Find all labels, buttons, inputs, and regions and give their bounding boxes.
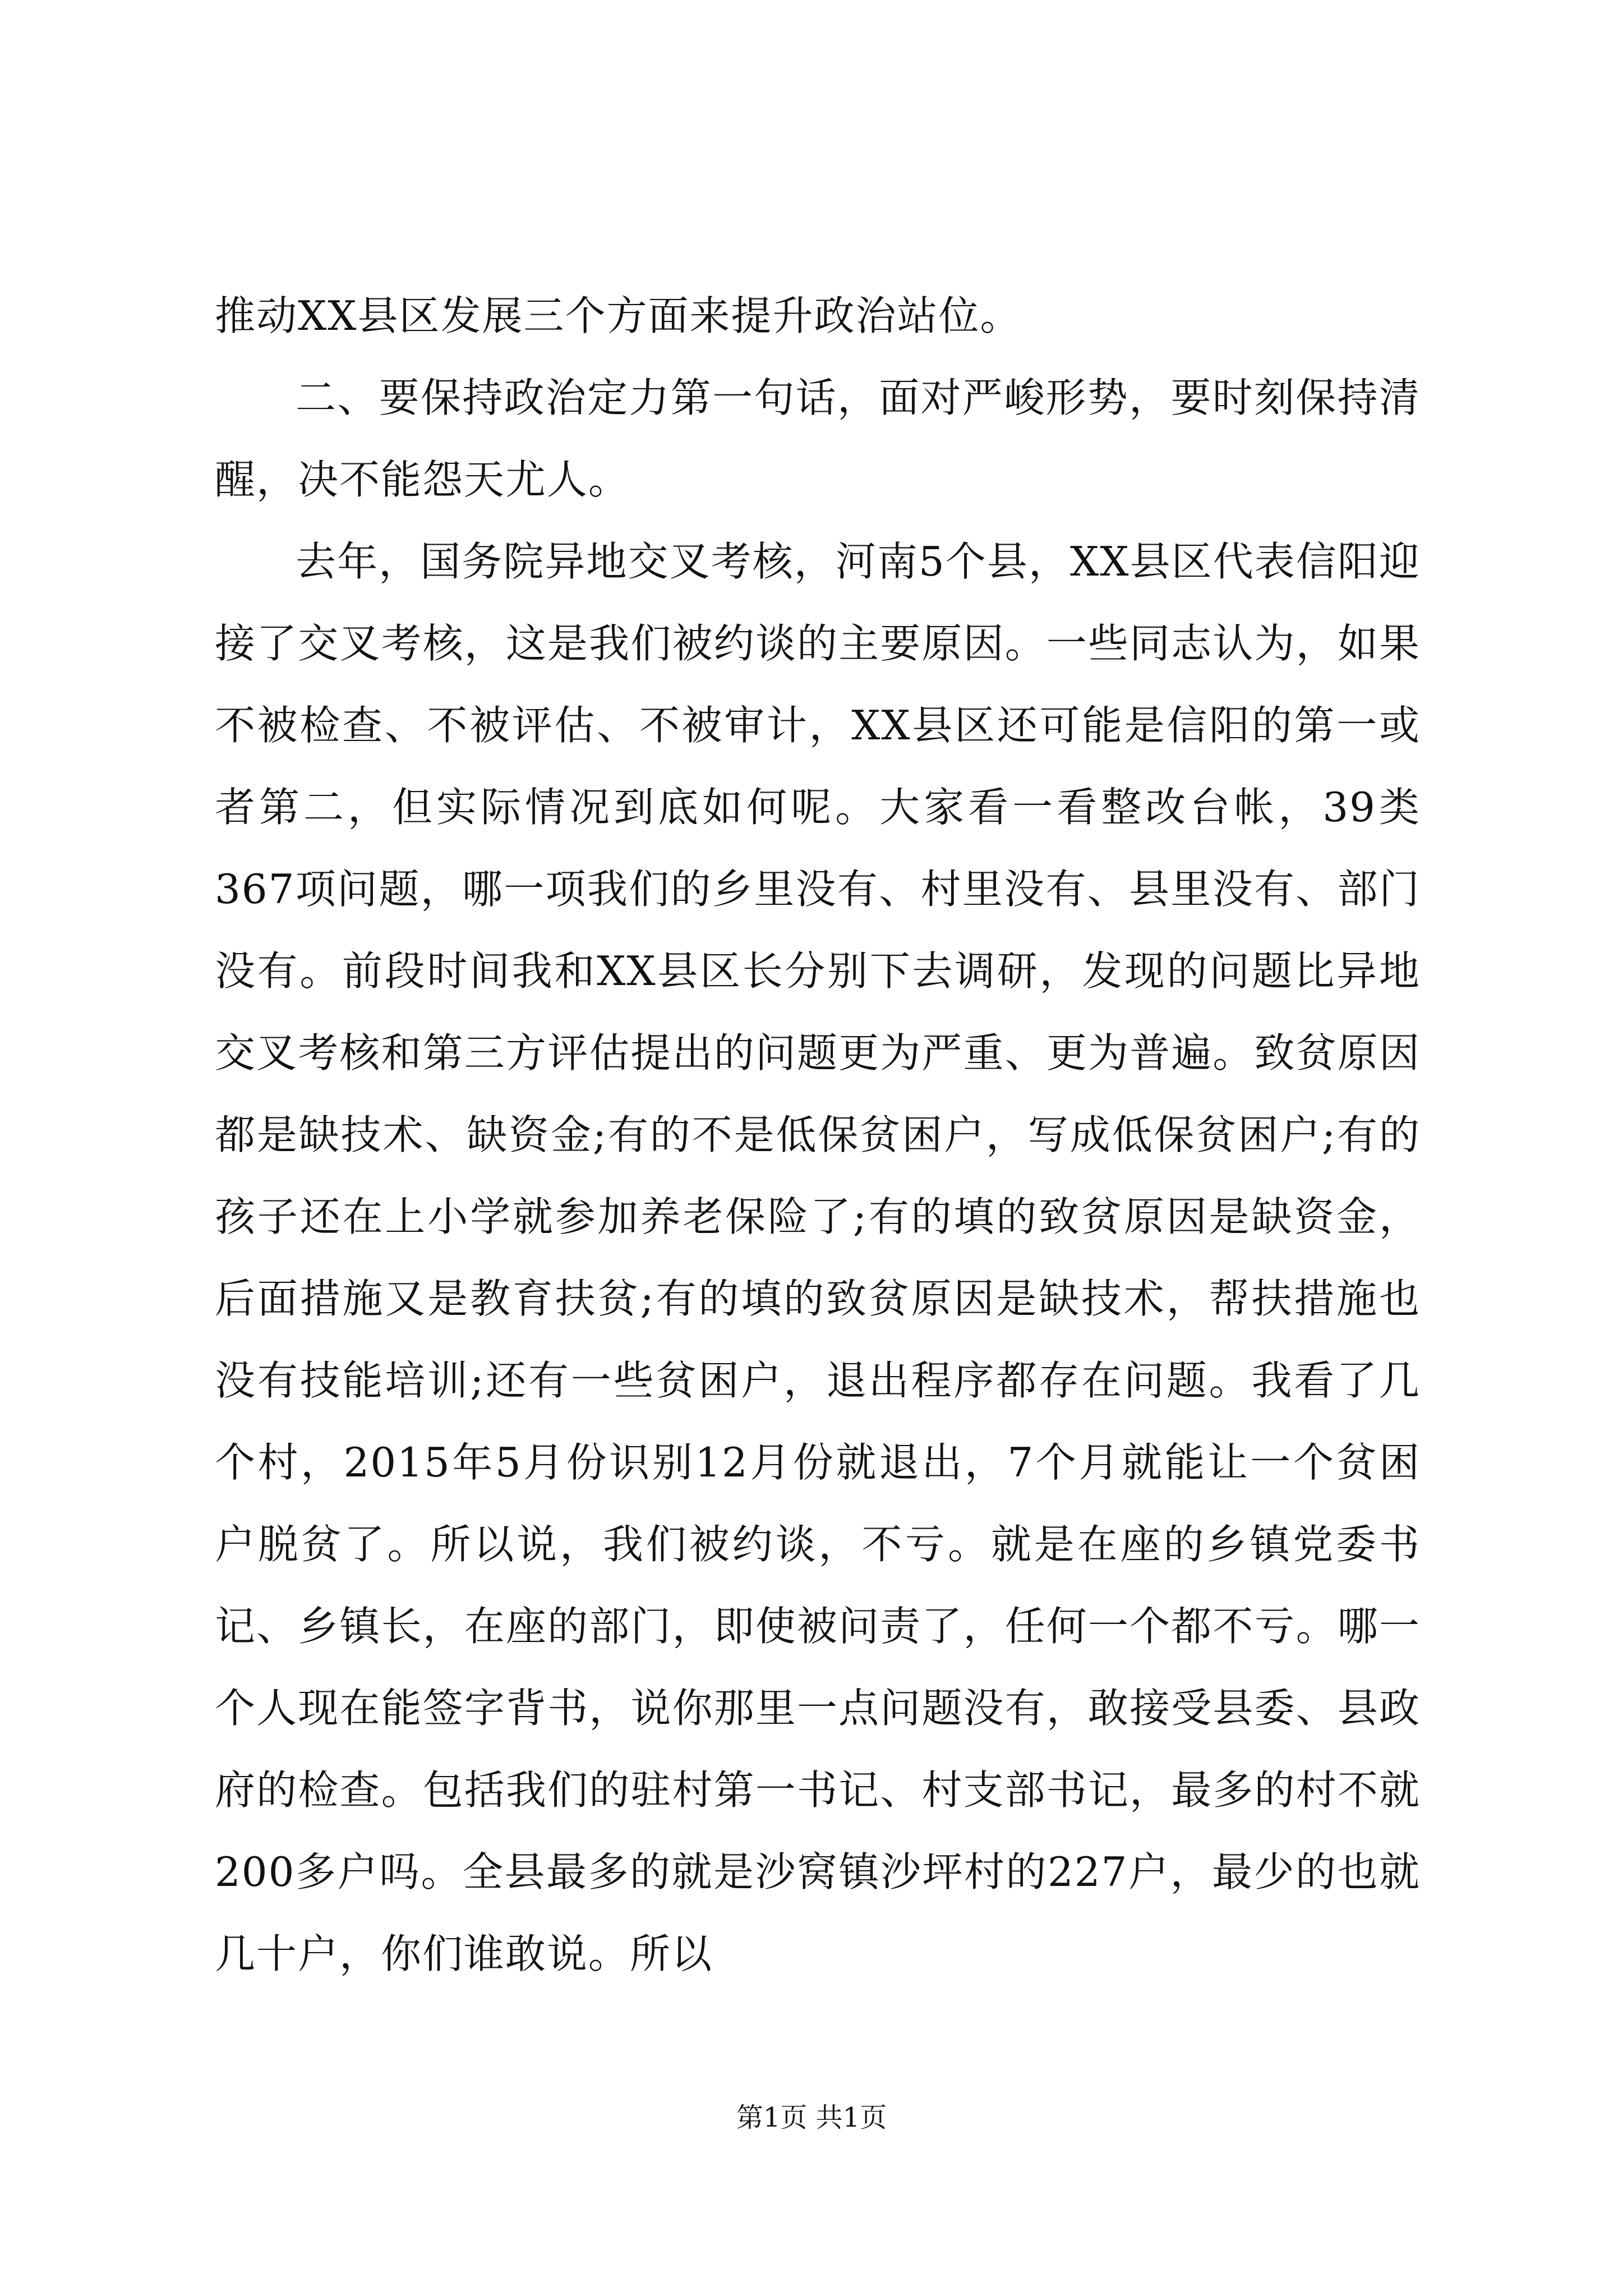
page-footer: 第1页 共1页 bbox=[736, 2102, 887, 2133]
paragraph-section-two: 二、要保持政治定力第一句话，面对严峻形势，要时刻保持清醒，决不能怨天尤人。 bbox=[215, 374, 1421, 503]
paragraph-continuation: 推动XX县区发展三个方面来提升政治站位。 bbox=[215, 292, 1022, 339]
paragraph-main: 去年，国务院异地交叉考核，河南5个县，XX县区代表信阳迎接了交叉考核，这是我们被约谈的主要原因。一些同志认为，如果不被检查、不被评估、不被审计，XX县区还可能是信阳的第一或者第二，但实际情况到底如何呢。大家看一看整改台帐，39类367项问题，哪一项我们的乡里没有、村里没有、县里没有、部门没有。前段时间我和XX县区长分别下去调研，发现的问题比异地交叉考核和第三方评估提出的问题更为严重、更为普遍。致贫原因都是缺技术、缺资金;有的不是低保贫困户，写成低保贫困户;有的孩子还在上小学就参加养老保险了;有的填的致贫原因是缺资金，后面措施又是教育扶贫;有的填的致贫原因是缺技术，帮扶措施也没有技能培训;还有一些贫困户，退出程序都存在问题。我看了几个村，2015年5月份识别12月份就退出，7个月就能让一个贫困户脱贫了。所以说，我们被约谈，不亏。就是在座的乡镇党委书记、乡镇长，在座的部门，即使被问责了，任何一个都不亏。哪一个人现在能签字背书，说你那里一点问题没有，敢接受县委、县政府的检查。包括我们的驻村第一书记、村支部书记，最多的村不就200多户吗。全县最多的就是沙窝镇沙坪村的227户，最少的也就几十户，你们谁敢说。所以 bbox=[215, 538, 1421, 1977]
document-body bbox=[215, 275, 1421, 1995]
